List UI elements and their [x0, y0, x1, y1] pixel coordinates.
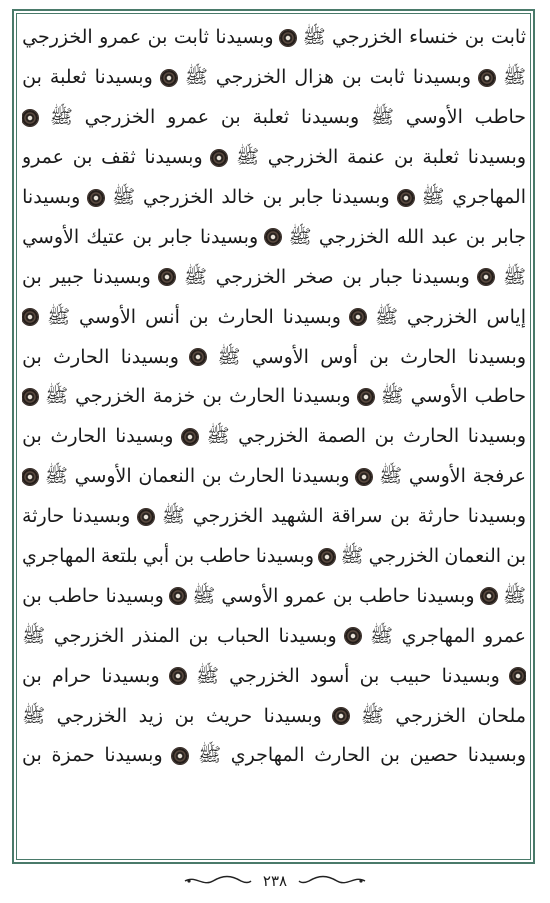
word: الخزرجي	[56, 704, 128, 727]
word: وبسيدنا	[104, 744, 163, 767]
word: الخزرجي	[53, 624, 125, 647]
word: الخزرجي	[84, 106, 156, 129]
rosette-separator-icon	[358, 389, 374, 405]
honorific-symbol: ﷺ	[22, 624, 46, 647]
word: عنمة	[347, 146, 386, 169]
word: وبسيدنا	[282, 305, 341, 328]
honorific-symbol: ﷺ	[192, 584, 216, 607]
word: جابر	[492, 225, 526, 248]
word: بن	[262, 186, 283, 208]
word: الحارث	[400, 345, 457, 368]
word: هزال	[294, 66, 334, 89]
word: وبسيدنا	[215, 26, 274, 49]
honorific-symbol: ﷺ	[503, 66, 526, 89]
word: ثعلبة	[49, 66, 87, 89]
word: الحارث	[228, 465, 285, 488]
word: أنس	[145, 305, 180, 328]
text-line	[22, 18, 526, 58]
text-line	[22, 337, 526, 377]
flourish-right-icon	[183, 874, 253, 888]
word: جبير	[50, 265, 85, 288]
word: الخزرجي	[318, 225, 390, 248]
word: الصمة	[317, 425, 367, 448]
text-line	[22, 497, 526, 537]
honorific-symbol: ﷺ	[380, 385, 404, 408]
text-line	[22, 576, 526, 616]
word: بلتعة	[100, 545, 138, 568]
word: بن	[390, 505, 410, 528]
word: بن	[220, 106, 241, 129]
word: حاطب	[474, 106, 526, 129]
word: خنساء	[409, 26, 459, 49]
word: عبد	[431, 225, 459, 248]
word: وبسيدنا	[115, 425, 174, 448]
word: بن	[374, 425, 395, 448]
honorific-symbol: ﷺ	[360, 704, 384, 727]
word: الأوسي	[79, 305, 137, 328]
flourish-left-icon	[297, 874, 367, 888]
word: الأوسي	[405, 106, 463, 129]
word: وبسيدنا	[101, 664, 160, 687]
word: وبسيدنا	[105, 584, 164, 607]
word: أوس	[320, 345, 358, 368]
word: حصين	[409, 744, 459, 767]
word: ثابت	[173, 26, 209, 49]
text-line	[22, 656, 526, 696]
rosette-separator-icon	[22, 469, 38, 485]
rosette-separator-icon	[319, 549, 335, 565]
word: بن	[341, 66, 362, 89]
word: بن	[359, 664, 380, 687]
word: بن	[174, 704, 195, 727]
word: الحارث	[314, 744, 371, 767]
text-line	[22, 616, 526, 656]
word: وبسيدنا	[92, 265, 151, 288]
honorific-symbol: ﷺ	[161, 505, 185, 528]
word: عمرو	[22, 146, 64, 169]
word: عمرو	[284, 584, 327, 607]
word: وبسيدنا	[291, 465, 350, 488]
word: بن	[22, 265, 42, 288]
text-line	[22, 58, 526, 98]
word: وبسيدنا	[144, 146, 203, 169]
word: بن	[132, 225, 153, 248]
word: جبار	[370, 265, 404, 288]
word: المنذر	[133, 624, 180, 647]
word: إياس	[486, 305, 526, 328]
word: خزمة	[152, 385, 196, 408]
word: أبي	[142, 545, 170, 568]
word: الشهيد	[271, 505, 324, 528]
honorific-symbol: ﷺ	[374, 305, 398, 328]
honorific-symbol: ﷺ	[370, 624, 393, 647]
honorific-symbol: ﷺ	[421, 186, 445, 208]
word: وبسيدنا	[467, 505, 526, 528]
word: وبسيدنا	[120, 345, 179, 368]
word: جابر	[159, 225, 193, 248]
word: بن	[174, 545, 195, 568]
text-line	[22, 417, 526, 457]
word: حاطب	[199, 545, 251, 568]
word: المهاجري	[452, 186, 526, 208]
rosette-separator-icon	[170, 668, 186, 684]
word: بن	[332, 584, 353, 607]
word: حمزة	[51, 744, 95, 767]
rosette-separator-icon	[88, 190, 104, 206]
text-line	[22, 736, 526, 776]
word: وبسيدنا	[467, 744, 526, 767]
word: ثعلبة	[422, 146, 460, 169]
word: عرفجة	[472, 465, 526, 488]
rosette-separator-icon	[182, 429, 198, 445]
word: بن	[22, 584, 42, 607]
rosette-separator-icon	[479, 70, 495, 86]
word: الخزرجي	[238, 425, 309, 448]
rosette-separator-icon	[265, 229, 281, 245]
rosette-separator-icon	[22, 110, 38, 126]
rosette-separator-icon	[190, 349, 206, 365]
rosette-separator-icon	[333, 708, 349, 724]
word: المهاجري	[22, 545, 96, 568]
word: الحارث	[403, 425, 460, 448]
word: الخزرجي	[395, 704, 466, 727]
word: حاطب	[358, 584, 411, 607]
word: وبسيدنا	[467, 425, 526, 448]
rosette-separator-icon	[478, 269, 494, 285]
word: بن	[342, 265, 363, 288]
word: وبسيدنا	[278, 624, 337, 647]
word: الخزرجي	[75, 385, 146, 408]
word: صخر	[294, 265, 334, 288]
word: وبسيدنا	[22, 186, 81, 208]
word: الأوسي	[251, 345, 309, 368]
word: المهاجري	[230, 744, 305, 767]
text-line	[22, 257, 526, 297]
word: الحباب	[217, 624, 270, 647]
rosette-separator-icon	[345, 628, 361, 644]
word: الخزرجي	[142, 186, 214, 208]
honorific-symbol: ﷺ	[206, 425, 230, 448]
word: بن	[22, 425, 42, 448]
word: خالد	[221, 186, 255, 208]
word: عمرو	[167, 106, 210, 129]
word: الله	[396, 225, 425, 248]
honorific-symbol: ﷺ	[112, 186, 136, 208]
rosette-separator-icon	[280, 30, 296, 46]
rosette-separator-icon	[481, 588, 497, 604]
honorific-symbol: ﷺ	[196, 664, 219, 687]
word: الحارث	[229, 385, 286, 408]
word: جابر	[290, 186, 324, 208]
page-footer	[0, 866, 550, 896]
rosette-separator-icon	[172, 748, 188, 764]
text-line	[22, 98, 526, 138]
word: وبسيدنا	[292, 385, 351, 408]
word: الأوسي	[221, 584, 279, 607]
word: بن	[393, 146, 414, 169]
text-line	[22, 696, 526, 736]
honorific-symbol: ﷺ	[22, 704, 46, 727]
word: المهاجري	[401, 624, 476, 647]
word: بن	[506, 545, 526, 568]
text-line	[22, 377, 526, 417]
word: النعمان	[444, 545, 502, 568]
word: حارثة	[22, 505, 65, 528]
word: الخزرجي	[229, 664, 300, 687]
word: بن	[188, 624, 209, 647]
word: بن	[188, 305, 209, 328]
word: الحارث	[217, 305, 274, 328]
word: الحارث	[53, 345, 110, 368]
honorific-symbol: ﷺ	[371, 106, 394, 129]
word: وبسيدنا	[467, 345, 526, 368]
honorific-symbol: ﷺ	[302, 26, 326, 49]
text-line	[22, 297, 526, 337]
word: الأوسي	[408, 465, 466, 488]
word: وبسيدنا	[412, 66, 472, 89]
word: الخزرجي	[215, 66, 287, 89]
text-line	[22, 178, 526, 218]
honorific-symbol: ﷺ	[503, 265, 526, 288]
word: وبسيدنا	[72, 505, 131, 528]
word: أسود	[309, 664, 350, 687]
word: بن	[465, 225, 486, 248]
rosette-separator-icon	[159, 269, 175, 285]
word: الخزرجي	[192, 505, 264, 528]
word: الأوسي	[74, 465, 132, 488]
word: بن	[22, 345, 42, 368]
honorific-symbol: ﷺ	[49, 106, 73, 129]
rosette-separator-icon	[350, 309, 366, 325]
word: الخزرجي	[22, 26, 93, 49]
word: وبسيدنا	[331, 186, 390, 208]
rosette-separator-icon	[510, 668, 526, 684]
rosette-separator-icon	[170, 588, 186, 604]
word: النعمان	[138, 465, 196, 488]
word: حرام	[51, 664, 92, 687]
word: سراقة	[331, 505, 383, 528]
honorific-symbol: ﷺ	[288, 225, 312, 248]
honorific-symbol: ﷺ	[217, 345, 241, 368]
word: حاطب	[48, 584, 100, 607]
word: الحارث	[50, 425, 107, 448]
text-line	[22, 537, 526, 577]
word: ثابت	[490, 26, 526, 49]
word: حارثة	[417, 505, 460, 528]
word: الخزرجي	[368, 545, 440, 568]
word: بن	[72, 146, 93, 169]
word: وبسيدنا	[467, 146, 526, 169]
word: وبسيدنا	[411, 265, 470, 288]
rosette-separator-icon	[138, 509, 154, 525]
word: عمرو	[484, 624, 526, 647]
word: وبسيدنا	[94, 66, 153, 89]
word: بن	[147, 26, 168, 49]
word: بن	[380, 744, 400, 767]
word: ملحان	[477, 704, 526, 727]
honorific-symbol: ﷺ	[184, 265, 207, 288]
honorific-symbol: ﷺ	[236, 146, 260, 169]
honorific-symbol: ﷺ	[184, 66, 208, 89]
rosette-separator-icon	[161, 70, 177, 86]
honorific-symbol: ﷺ	[44, 465, 68, 488]
word: الخزرجي	[406, 305, 478, 328]
word: وبسيدنا	[300, 106, 360, 129]
word: الخزرجي	[215, 265, 287, 288]
word: بن	[464, 26, 485, 49]
text-line	[22, 457, 526, 497]
word: ثقف	[101, 146, 136, 169]
word: وبسيدنا	[199, 225, 259, 248]
text-line	[22, 138, 526, 178]
word: حريث	[205, 704, 253, 727]
word: ثابت	[369, 66, 405, 89]
honorific-symbol: ﷺ	[503, 584, 526, 607]
word: عتيك	[86, 225, 126, 248]
word: ثعلبة	[252, 106, 290, 129]
word: وبسيدنا	[255, 545, 315, 568]
word: وبسيدنا	[416, 584, 475, 607]
word: بن	[22, 744, 42, 767]
word: بن	[22, 66, 42, 89]
honorific-symbol: ﷺ	[45, 385, 69, 408]
word: بن	[202, 385, 223, 408]
word: بن	[22, 664, 42, 687]
honorific-symbol: ﷺ	[340, 545, 364, 568]
word: زيد	[138, 704, 164, 727]
text-body	[22, 18, 526, 856]
word: بن	[369, 345, 389, 368]
honorific-symbol: ﷺ	[379, 465, 403, 488]
rosette-separator-icon	[22, 389, 38, 405]
page-number: ٢٣٨	[262, 872, 288, 890]
word: بن	[201, 465, 222, 488]
rosette-separator-icon	[22, 309, 38, 325]
rosette-separator-icon	[211, 150, 227, 166]
word: عمرو	[99, 26, 142, 49]
honorific-symbol: ﷺ	[47, 305, 71, 328]
honorific-symbol: ﷺ	[198, 744, 222, 767]
word: الأوسي	[22, 225, 80, 248]
text-line	[22, 217, 526, 257]
word: الأوسي	[410, 385, 468, 408]
word: الخزرجي	[267, 146, 339, 169]
word: حبيب	[389, 664, 432, 687]
word: الخزرجي	[332, 26, 403, 49]
rosette-separator-icon	[356, 469, 372, 485]
word: حاطب	[474, 385, 526, 408]
rosette-separator-icon	[398, 190, 414, 206]
word: وبسيدنا	[441, 664, 500, 687]
word: وبسيدنا	[263, 704, 322, 727]
